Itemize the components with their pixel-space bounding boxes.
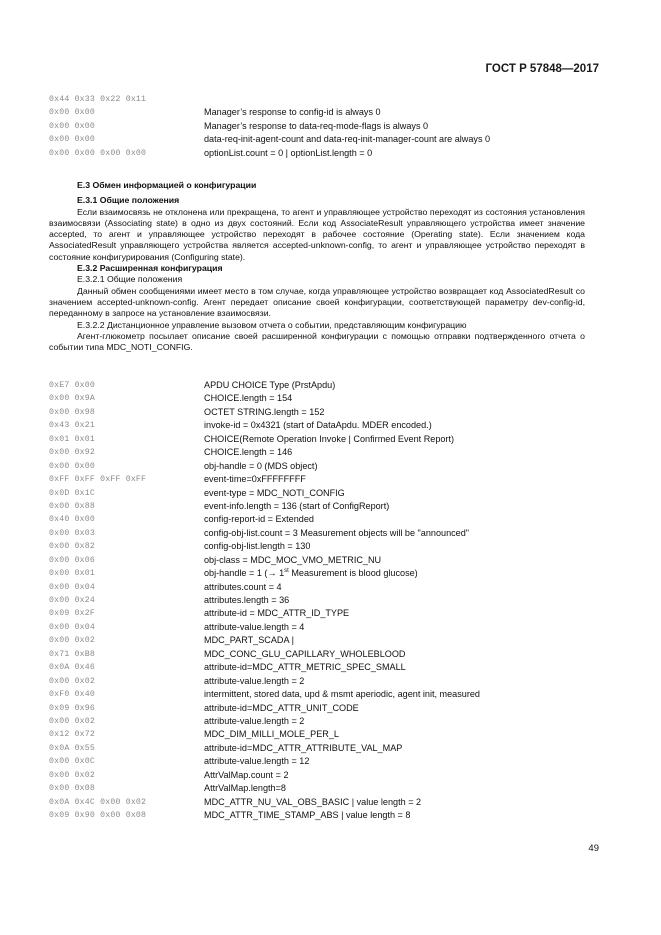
field-description: MDC_PART_SCADA | <box>204 635 294 646</box>
hex-bytes: 0x00 0x03 <box>49 528 96 538</box>
paragraph-e322: Агент-глюкометр посылает описание своей расширенной конфигурации с помощью отправки подтвержденного отчета о событии типа MDC_NOTI_CONFIG. <box>49 330 585 353</box>
config-event-report-table <box>49 379 609 822</box>
table-row <box>49 379 609 392</box>
hex-bytes: 0x00 0x06 <box>49 555 96 565</box>
hex-bytes: 0x00 0x02 <box>49 770 96 780</box>
table-row <box>49 769 609 782</box>
hex-bytes: 0x00 0x02 <box>49 676 96 686</box>
table-row <box>49 809 609 822</box>
page-number: 49 <box>588 843 599 854</box>
table-row <box>49 392 609 405</box>
hex-bytes: 0xF0 0x40 <box>49 690 96 700</box>
table-row <box>49 554 609 567</box>
table-row <box>49 419 609 432</box>
table-row <box>49 406 609 419</box>
hex-bytes: 0x00 0x9A <box>49 394 96 404</box>
paragraph-e31: Если взаимосвязь не отклонена или прекращена, то агент и управляющее устройство переходят из состояния установления взаимосвязи (Associating state) в одно из двух состояний. Если код AssociateResult управляющего устройства имеет значение accepted, то агент и управляющее устройство переходят в рабочее состояние (Operating state). Если значением кода AssociatedResult управляющего устройства является accepted-unknown-config, то агент и управляющее устройство переходят в состояние конфигурирования (Configuring state). <box>49 206 585 262</box>
field-description: attribute-value.length = 4 <box>204 621 305 632</box>
field-description: OCTET STRING.length = 152 <box>204 406 325 417</box>
hex-bytes: 0xFF 0xFF 0xFF 0xFF <box>49 475 147 485</box>
table-row <box>49 106 609 119</box>
table-row <box>49 473 609 486</box>
hex-bytes: 0x00 0x02 <box>49 716 96 726</box>
heading-e322: E.3.2.2 Дистанционное управление вызовом отчета о событии, представляющим конфигурацию <box>77 319 467 330</box>
hex-bytes: 0x00 0x0C <box>49 757 96 767</box>
table-row <box>49 607 609 620</box>
config-response-table <box>49 93 609 160</box>
field-description: event-info.length = 136 (start of ConfigReport) <box>204 500 390 511</box>
description-text: obj-handle = 1 (→ 1 <box>204 568 285 579</box>
hex-bytes: 0x00 0x82 <box>49 542 96 552</box>
field-description: obj-handle = 0 (MDS object) <box>204 460 318 471</box>
hex-bytes: 0x40 0x00 <box>49 515 96 525</box>
hex-bytes: 0x00 0x00 <box>49 108 96 118</box>
field-description: config-report-id = Extended <box>204 514 314 525</box>
field-description <box>204 567 418 580</box>
table-row <box>49 581 609 594</box>
hex-bytes: 0x00 0x88 <box>49 501 96 511</box>
table-row <box>49 460 609 473</box>
field-description: MDC_ATTR_TIME_STAMP_ABS | value length = 8 <box>204 810 411 820</box>
section-e3 <box>49 180 585 353</box>
table-row <box>49 567 609 580</box>
field-description: attribute-value.length = 2 <box>204 715 305 726</box>
table-row <box>49 661 609 674</box>
field-description: APDU CHOICE Type (PrstApdu) <box>204 380 336 390</box>
hex-bytes: 0x00 0x00 <box>49 135 96 145</box>
table-row <box>49 688 609 701</box>
field-description: Manager’s response to data-req-mode-flags is always 0 <box>204 120 429 131</box>
heading-e31: E.3.1 Общие положения <box>77 195 180 206</box>
field-description: config-obj-list.length = 130 <box>204 541 311 552</box>
table-row <box>49 513 609 526</box>
field-description: attribute-value.length = 12 <box>204 756 310 767</box>
field-description: attribute-id=MDC_ATTR_METRIC_SPEC_SMALL <box>204 662 406 673</box>
ordinal-suffix: st <box>284 568 289 575</box>
table-row <box>49 433 609 446</box>
hex-bytes: 0x09 0x90 0x00 0x08 <box>49 811 147 820</box>
field-description: attribute-id = MDC_ATTR_ID_TYPE <box>204 608 350 619</box>
hex-bytes: 0x00 0x98 <box>49 407 96 417</box>
field-description: data-req-init-agent-count and data-req-init-manager-count are always 0 <box>204 134 491 145</box>
hex-bytes: 0x00 0x04 <box>49 622 96 632</box>
field-description: attributes.count = 4 <box>204 581 282 592</box>
field-description: AttrValMap.count = 2 <box>204 769 289 780</box>
hex-bytes: 0x12 0x72 <box>49 730 96 740</box>
hex-bytes: 0x0A 0x55 <box>49 743 96 753</box>
table-row <box>49 120 609 133</box>
table-row <box>49 675 609 688</box>
table-row <box>49 540 609 553</box>
field-description: attribute-id=MDC_ATTR_ATTRIBUTE_VAL_MAP <box>204 742 403 753</box>
field-description: attribute-value.length = 2 <box>204 675 305 686</box>
table-row <box>49 621 609 634</box>
hex-bytes: 0x09 0x96 <box>49 703 96 713</box>
heading-e3: E.3 Обмен информацией о конфигурации <box>77 180 257 190</box>
description-text-tail: Measurement is blood glucose) <box>288 568 418 579</box>
field-description: CHOICE(Remote Operation Invoke | Confirmed Event Report) <box>204 433 455 444</box>
table-row <box>49 648 609 661</box>
table-row <box>49 634 609 647</box>
table-row <box>49 147 609 160</box>
field-description: attribute-id=MDC_ATTR_UNIT_CODE <box>204 702 359 713</box>
hex-bytes: 0x0D 0x1C <box>49 488 96 498</box>
heading-e321: E.3.2.1 Общие положения <box>77 274 183 285</box>
field-description: AttrValMap.length=8 <box>204 783 286 794</box>
field-description: MDC_ATTR_NU_VAL_OBS_BASIC | value length = 2 <box>204 796 422 807</box>
field-description: invoke-id = 0x4321 (start of DataApdu. MDER encoded.) <box>204 420 432 431</box>
hex-bytes: 0x00 0x08 <box>49 784 96 794</box>
table-row <box>49 487 609 500</box>
field-description: attributes.length = 36 <box>204 595 290 605</box>
field-description: CHOICE.length = 146 <box>204 447 293 458</box>
hex-bytes: 0x00 0x24 <box>49 596 96 605</box>
field-description: obj-class = MDC_MOC_VMO_METRIC_NU <box>204 554 382 565</box>
table-row <box>49 742 609 755</box>
field-description: CHOICE.length = 154 <box>204 393 293 404</box>
hex-bytes: 0x00 0x00 <box>49 121 96 131</box>
standard-title: ГОСТ Р 57848—2017 <box>485 63 599 75</box>
table-row <box>49 133 609 146</box>
table-row <box>49 702 609 715</box>
field-description: optionList.count = 0 | optionList.length = 0 <box>204 147 373 158</box>
hex-bytes: 0x0A 0x4C 0x00 0x02 <box>49 797 147 807</box>
table-row <box>49 782 609 795</box>
hex-bytes: 0x00 0x04 <box>49 582 96 592</box>
field-description: event-type = MDC_NOTI_CONFIG <box>204 487 345 498</box>
table-row <box>49 728 609 741</box>
table-row <box>49 500 609 513</box>
field-description: Manager’s response to config-id is always 0 <box>204 107 381 118</box>
hex-bytes: 0x71 0xB8 <box>49 649 96 659</box>
hex-bytes: 0xE7 0x00 <box>49 381 96 390</box>
hex-bytes: 0x0A 0x46 <box>49 663 96 673</box>
field-description: MDC_DIM_MILLI_MOLE_PER_L <box>204 729 339 740</box>
hex-bytes: 0x01 0x01 <box>49 434 96 444</box>
hex-bytes: 0x09 0x2F <box>49 609 96 619</box>
field-description: config-obj-list.count = 3 Measurement objects will be "announced" <box>204 527 470 538</box>
hex-bytes: 0x00 0x00 0x00 0x00 <box>49 148 147 158</box>
paragraph-e321: Данный обмен сообщениями имеет место в том случае, когда управляющее устройство возвращает код AssociatedResult со значением accepted-unknown-config. Агент передает описание своей конфигурации, соответствующей параметру dev-config-id, переданному в запросе на установление взаимосвязи. <box>49 285 585 319</box>
table-row <box>49 527 609 540</box>
hex-bytes: 0x00 0x00 <box>49 461 96 471</box>
hex-bytes: 0x00 0x02 <box>49 636 96 646</box>
heading-e32: E.3.2 Расширенная конфигурация <box>77 263 223 274</box>
hex-bytes: 0x00 0x01 <box>49 569 96 579</box>
field-description: event-time=0xFFFFFFFF <box>204 474 306 485</box>
table-row <box>49 594 609 607</box>
field-description: MDC_CONC_GLU_CAPILLARY_WHOLEBLOOD <box>204 648 406 659</box>
table-row <box>49 93 609 106</box>
table-row <box>49 446 609 459</box>
hex-bytes: 0x44 0x33 0x22 0x11 <box>49 95 147 104</box>
hex-bytes: 0x43 0x21 <box>49 421 96 431</box>
table-row <box>49 796 609 809</box>
table-row <box>49 755 609 768</box>
field-description: intermittent, stored data, upd & msmt aperiodic, agent init, measured <box>204 689 480 700</box>
table-row <box>49 715 609 728</box>
hex-bytes: 0x00 0x92 <box>49 448 96 458</box>
